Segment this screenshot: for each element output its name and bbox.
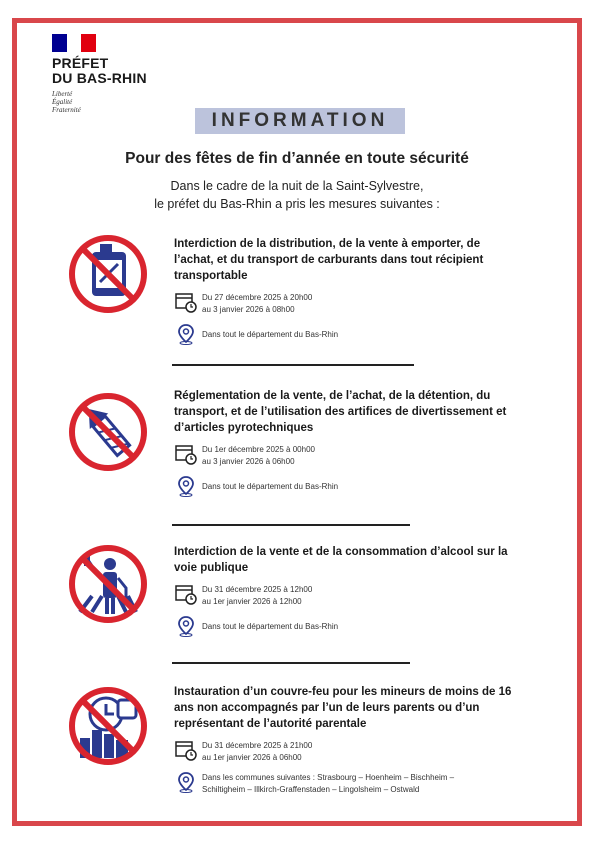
date-text [202, 290, 312, 316]
date-from: Du 1er décembre 2025 à 00h00 [202, 445, 315, 454]
date-from: Du 27 décembre 2025 à 20h00 [202, 293, 313, 302]
calendar-clock-icon [174, 290, 198, 314]
marianne-flag-icon [52, 34, 96, 52]
measure-title: Réglementation de la vente, de l’achat, de la détention, du transport, et de l’utilisation des artifices de divertissement et d’articles pyrotechniques [174, 390, 507, 434]
calendar-clock-icon [174, 738, 198, 762]
measure-curfew-content [174, 684, 530, 796]
measure-title: Interdiction de la distribution, de la vente à emporter, de l’achat, et du transport de carburants dans tout récipient transportable [174, 238, 484, 282]
firework-prohibited-icon [66, 390, 150, 474]
calendar-clock-icon [174, 582, 198, 606]
calendar-clock-icon [174, 442, 198, 466]
date-from: Du 31 décembre 2025 à 12h00 [202, 585, 313, 594]
location-line-2: Schiltigheim – Illkirch-Graffenstaden – Lingolsheim – Ostwald [202, 785, 420, 794]
location-text: Dans tout le département du Bas-Rhin [202, 622, 339, 631]
separator [172, 524, 410, 526]
location-text: Dans tout le département du Bas-Rhin [202, 482, 339, 491]
location-pin-icon [174, 474, 198, 498]
org-name-line1: PRÉFET [52, 55, 109, 71]
motto-fraternite: Fraternité [52, 106, 81, 114]
measure-fuel-content [174, 236, 514, 346]
location-row [174, 770, 530, 796]
alcohol-street-prohibited-icon [66, 542, 150, 626]
date-row [174, 582, 514, 608]
location-text: Dans tout le département du Bas-Rhin [202, 330, 339, 339]
date-to: au 1er janvier 2026 à 12h00 [202, 597, 302, 606]
measure-fireworks-content [174, 388, 514, 498]
separator [172, 662, 410, 664]
location-row [174, 322, 514, 346]
location-line-1: Dans les communes suivantes : Strasbourg – Hoenheim – Bischheim – [202, 773, 455, 782]
date-text [202, 738, 312, 764]
motto [52, 90, 147, 114]
location-row [174, 474, 514, 498]
intro-line-2: le préfet du Bas-Rhin a pris les mesures suivantes : [154, 197, 440, 211]
curfew-minors-prohibited-icon [66, 684, 150, 768]
org-name-line2: DU BAS-RHIN [52, 70, 147, 86]
location-text [202, 770, 454, 796]
date-row [174, 290, 514, 316]
location-pin-icon [174, 614, 198, 638]
page-subtitle: Pour des fêtes de fin d’année en toute sécurité [125, 150, 469, 167]
prefecture-logo [52, 34, 147, 114]
date-row [174, 738, 530, 764]
fuel-can-prohibited-icon [66, 232, 150, 316]
date-text [202, 442, 315, 468]
information-banner: INFORMATION [195, 108, 405, 134]
location-row [174, 614, 514, 638]
separator [172, 364, 414, 366]
motto-liberte: Liberté [52, 90, 73, 98]
measure-title: Interdiction de la vente et de la consommation d’alcool sur la voie publique [174, 546, 508, 574]
location-pin-icon [174, 322, 198, 346]
date-to: au 3 janvier 2026 à 06h00 [202, 457, 295, 466]
motto-egalite: Égalité [52, 98, 73, 106]
date-text [202, 582, 312, 608]
date-to: au 1er janvier 2026 à 06h00 [202, 753, 302, 762]
measure-alcohol-content [174, 544, 514, 638]
intro-line-1: Dans le cadre de la nuit de la Saint-Sylvestre, [170, 179, 424, 193]
measure-title: Instauration d’un couvre-feu pour les mineurs de moins de 16 ans non accompagnés par l’un de leurs parents ou d’un représentant de l’autorité parentale [174, 686, 512, 730]
location-pin-icon [174, 770, 198, 794]
intro-text [0, 177, 594, 213]
date-from: Du 31 décembre 2025 à 21h00 [202, 741, 313, 750]
date-to: au 3 janvier 2026 à 08h00 [202, 305, 295, 314]
date-row [174, 442, 514, 468]
